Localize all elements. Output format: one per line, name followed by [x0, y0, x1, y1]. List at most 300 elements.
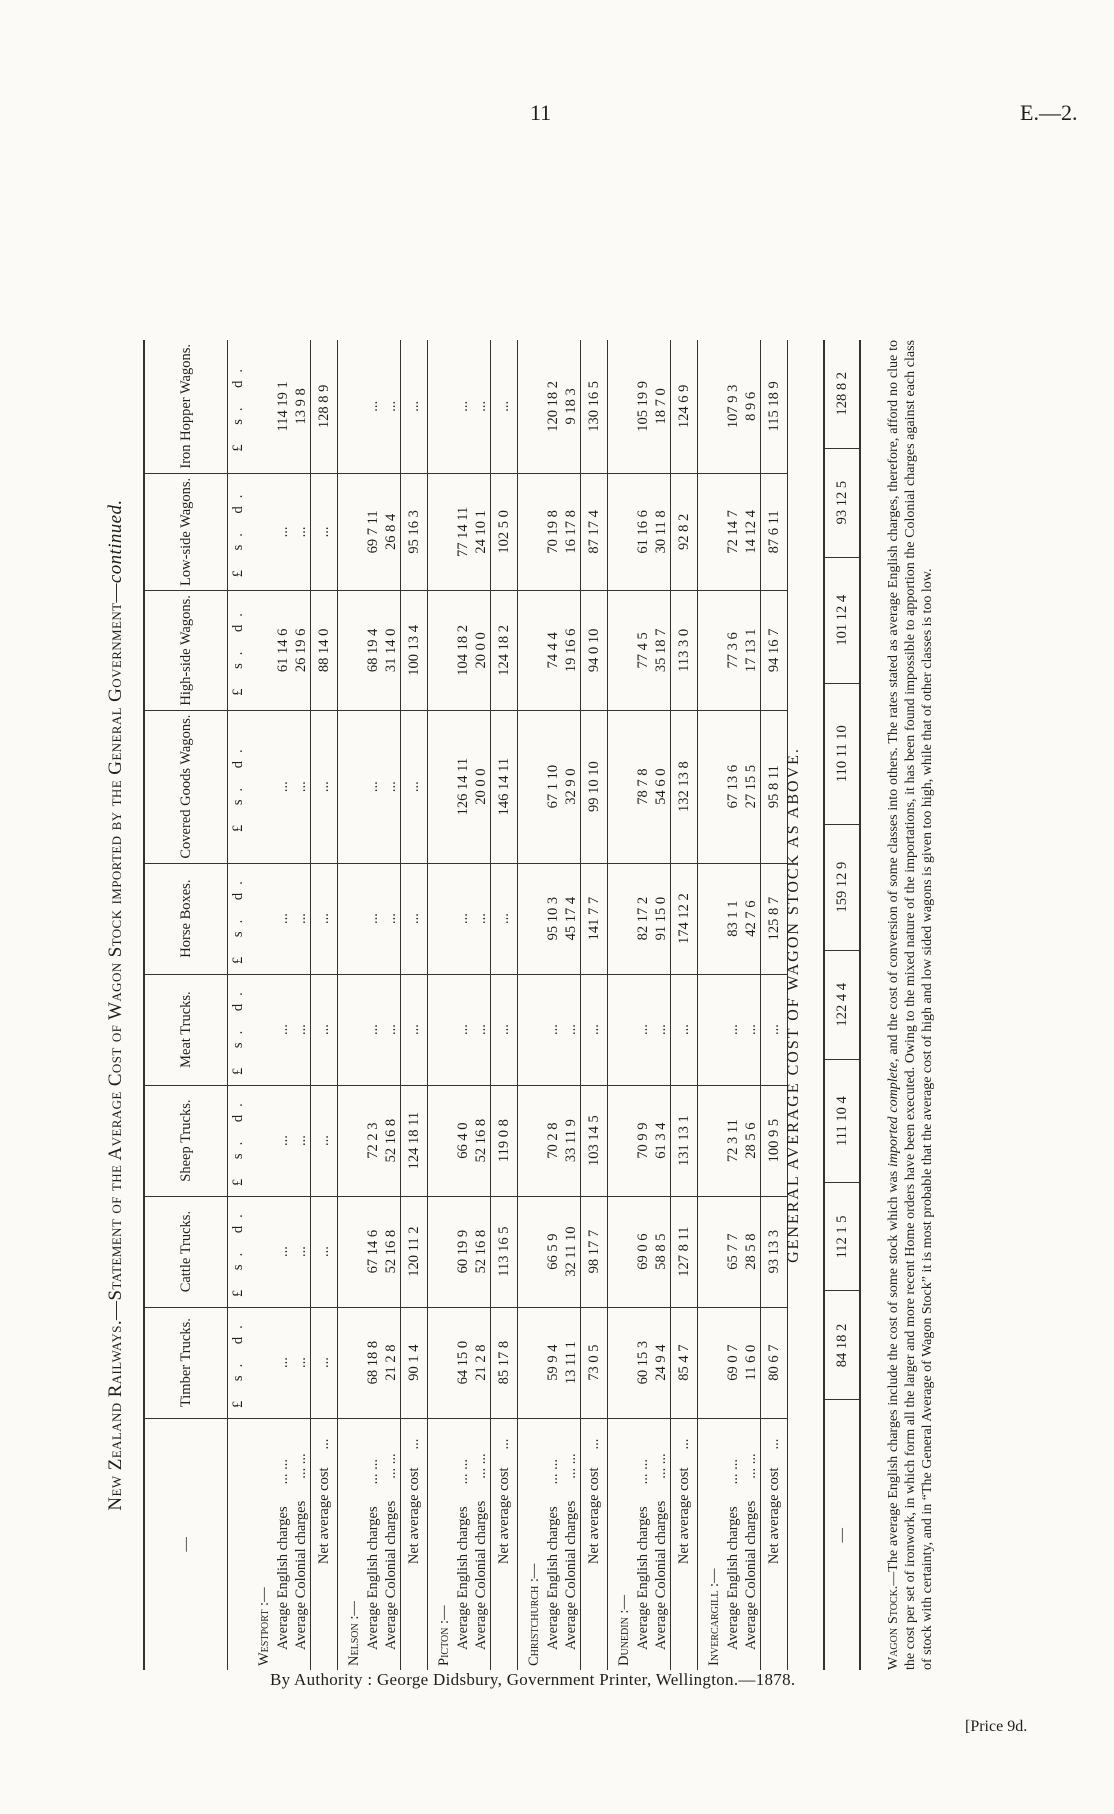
value-cell: ... — [274, 1307, 292, 1418]
row-label — [454, 1418, 472, 1670]
units-cell: £ s. d. — [228, 591, 249, 711]
empty-cell — [338, 473, 365, 590]
net-label-text: Net average cost — [765, 1467, 782, 1565]
value-cell: 67 1 10 — [544, 710, 562, 863]
value-cell: 61 16 6 — [634, 473, 652, 590]
cost-table — [143, 340, 788, 1670]
empty-cell — [338, 591, 365, 711]
net-value-cell: ... — [311, 1307, 338, 1418]
net-label-dots: ... — [585, 1438, 602, 1450]
value-cell: ... — [472, 974, 491, 1085]
net-value-cell: 174 12 2 — [671, 863, 698, 974]
value-cell: 60 19 9 — [454, 1196, 472, 1307]
empty-cell — [428, 591, 455, 711]
value-cell: 45 17 4 — [562, 863, 581, 974]
value-cell: 65 7 7 — [724, 1196, 742, 1307]
value-cell: 69 7 11 — [364, 473, 382, 590]
value-cell: ... — [274, 710, 292, 863]
net-value-cell: ... — [491, 974, 518, 1085]
value-cell: ... — [454, 974, 472, 1085]
row-label-text: Average English charges — [634, 1506, 651, 1650]
col-header: Iron Hopper Wagons. — [144, 340, 228, 473]
row-label-text: Average English charges — [724, 1506, 741, 1650]
value-cell: 120 18 2 — [544, 340, 562, 473]
empty-cell — [338, 340, 365, 473]
value-cell: ... — [454, 863, 472, 974]
units-cell: £ s. d. — [228, 710, 249, 863]
table-row — [742, 340, 761, 1670]
value-cell: 61 14 6 — [274, 591, 292, 711]
value-cell: ... — [472, 863, 491, 974]
empty-cell — [608, 1085, 635, 1196]
empty-cell — [428, 473, 455, 590]
row-label — [652, 1418, 671, 1670]
value-cell: ... — [292, 473, 311, 590]
empty-cell — [248, 591, 274, 711]
net-row — [671, 340, 698, 1670]
net-label-text: Net average cost — [495, 1467, 512, 1565]
value-cell: 58 8 5 — [652, 1196, 671, 1307]
summary-value: 112 1 5 — [824, 1183, 860, 1291]
value-cell: 19 16 6 — [562, 591, 581, 711]
row-label-dots: ... ... — [472, 1453, 489, 1479]
net-value-cell: 141 7 7 — [581, 863, 608, 974]
net-label-dots: ... — [495, 1438, 512, 1450]
row-label-dots: ... ... — [544, 1459, 561, 1485]
empty-cell — [608, 710, 635, 863]
value-cell: 17 13 1 — [742, 591, 761, 711]
value-cell: 28 5 6 — [742, 1085, 761, 1196]
units-cell: £ s. d. — [228, 1196, 249, 1307]
table-row — [274, 340, 292, 1670]
footnote-emphasis: imported complete — [886, 1062, 901, 1167]
value-cell: 68 18 8 — [364, 1307, 382, 1418]
value-cell: 61 3 4 — [652, 1085, 671, 1196]
value-cell: 69 0 6 — [634, 1196, 652, 1307]
empty-cell — [338, 1307, 365, 1418]
value-cell: 77 4 5 — [634, 591, 652, 711]
units-cell: £ s. d. — [228, 340, 249, 473]
empty-cell — [518, 340, 545, 473]
value-cell: 13 11 1 — [562, 1307, 581, 1418]
row-label — [562, 1418, 581, 1670]
value-cell: ... — [292, 863, 311, 974]
empty-cell — [698, 974, 725, 1085]
value-cell: ... — [382, 863, 401, 974]
value-cell: 52 16 8 — [382, 1085, 401, 1196]
value-cell: ... — [742, 974, 761, 1085]
value-cell: ... — [724, 974, 742, 1085]
empty-cell — [338, 974, 365, 1085]
rotated-table-block — [95, 340, 1005, 1670]
col-header: Sheep Trucks. — [144, 1085, 228, 1196]
net-value-cell: 119 0 8 — [491, 1085, 518, 1196]
net-row — [581, 340, 608, 1670]
empty-cell — [428, 974, 455, 1085]
net-label — [401, 1418, 428, 1670]
group-name: Invercargill :— — [705, 1568, 722, 1666]
empty-cell — [608, 1307, 635, 1418]
value-cell: ... — [562, 974, 581, 1085]
value-cell: 26 8 4 — [382, 473, 401, 590]
row-label-dots: ... ... — [742, 1453, 759, 1479]
empty-cell — [428, 1085, 455, 1196]
value-cell: ... — [274, 863, 292, 974]
empty-cell — [518, 710, 545, 863]
net-value-cell: 100 13 4 — [401, 591, 428, 711]
empty-cell — [248, 340, 274, 473]
col-header: Cattle Trucks. — [144, 1196, 228, 1307]
summary-value: 101 12 4 — [824, 557, 860, 683]
page-code: E.—2. — [1020, 100, 1078, 125]
group-row — [698, 340, 725, 1670]
net-value-cell: 102 5 0 — [491, 473, 518, 590]
title-continued: continued. — [105, 499, 126, 584]
value-cell: ... — [292, 710, 311, 863]
empty-cell — [248, 863, 274, 974]
empty-cell — [518, 591, 545, 711]
empty-cell — [698, 1196, 725, 1307]
footnote-text-a: —The average English charges include the cost of some stock which was — [886, 1167, 901, 1586]
value-cell: 52 16 8 — [472, 1196, 491, 1307]
summary-title: GENERAL AVERAGE COST OF WAGON STOCK AS ABOVE. — [785, 747, 802, 1263]
empty-cell — [248, 710, 274, 863]
row-label-text: Average Colonial charges — [562, 1500, 579, 1650]
net-value-cell: ... — [491, 863, 518, 974]
empty-cell — [608, 473, 635, 590]
net-label-dots: ... — [405, 1438, 422, 1450]
empty-cell — [428, 1196, 455, 1307]
value-cell: 70 9 9 — [634, 1085, 652, 1196]
value-cell: ... — [292, 974, 311, 1085]
table-row — [292, 340, 311, 1670]
row-label — [382, 1418, 401, 1670]
summary-value: 110 11 10 — [824, 683, 860, 824]
header-row — [144, 340, 228, 1670]
group-name: Dunedin :— — [615, 1595, 632, 1666]
value-cell: ... — [364, 863, 382, 974]
net-value-cell: 93 13 3 — [761, 1196, 788, 1307]
net-value-cell: 124 6 9 — [671, 340, 698, 473]
net-value-cell: 113 3 0 — [671, 591, 698, 711]
net-value-cell: 90 1 4 — [401, 1307, 428, 1418]
net-value-cell: 128 8 9 — [311, 340, 338, 473]
group-row — [338, 340, 365, 1670]
value-cell: 69 0 7 — [724, 1307, 742, 1418]
table-row — [634, 340, 652, 1670]
value-cell: 30 11 8 — [652, 473, 671, 590]
value-cell: 8 9 6 — [742, 340, 761, 473]
net-value-cell: ... — [671, 974, 698, 1085]
value-cell: 24 9 4 — [652, 1307, 671, 1418]
net-value-cell: 73 0 5 — [581, 1307, 608, 1418]
net-label-dots: ... — [765, 1438, 782, 1450]
net-value-cell: 100 9 5 — [761, 1085, 788, 1196]
value-cell: ... — [364, 340, 382, 473]
net-value-cell: ... — [311, 974, 338, 1085]
value-cell: 72 2 3 — [364, 1085, 382, 1196]
group-name: Christchurch :— — [525, 1563, 542, 1666]
summary-table — [823, 340, 861, 1670]
row-label-dots: ... ... — [652, 1453, 669, 1479]
empty-cell — [608, 591, 635, 711]
row-label-text: Average Colonial charges — [382, 1500, 399, 1650]
footer-authority: By Authority : George Didsbury, Government Printer, Wellington.—1878. — [270, 1670, 796, 1689]
value-cell: 91 15 0 — [652, 863, 671, 974]
empty-cell — [428, 710, 455, 863]
empty-cell — [248, 1196, 274, 1307]
net-label-text: Net average cost — [585, 1467, 602, 1565]
net-value-cell: 120 11 2 — [401, 1196, 428, 1307]
empty-cell — [518, 1085, 545, 1196]
value-cell: 66 4 0 — [454, 1085, 472, 1196]
value-cell: 13 9 8 — [292, 340, 311, 473]
value-cell: 95 10 3 — [544, 863, 562, 974]
empty-cell — [428, 340, 455, 473]
value-cell: 9 18 3 — [562, 340, 581, 473]
net-value-cell: ... — [491, 340, 518, 473]
empty-cell — [608, 1196, 635, 1307]
footnote-lead: Wagon Stock. — [886, 1585, 901, 1670]
footer-price: [Price 9d. — [965, 1718, 1028, 1735]
net-value-cell: 124 18 2 — [491, 591, 518, 711]
value-cell: ... — [292, 1085, 311, 1196]
units-cell: £ s. d. — [228, 1085, 249, 1196]
row-label-text: Average Colonial charges — [652, 1500, 669, 1650]
col-header: Horse Boxes. — [144, 863, 228, 974]
net-value-cell: ... — [581, 974, 608, 1085]
net-value-cell: 131 13 1 — [671, 1085, 698, 1196]
empty-cell — [338, 863, 365, 974]
empty-cell — [608, 974, 635, 1085]
value-cell: 26 19 6 — [292, 591, 311, 711]
net-value-cell: 92 8 2 — [671, 473, 698, 590]
group-name: Nelson :— — [345, 1601, 362, 1666]
net-value-cell: 94 0 10 — [581, 591, 608, 711]
value-cell: 66 5 9 — [544, 1196, 562, 1307]
value-cell: 27 15 5 — [742, 710, 761, 863]
value-cell: ... — [454, 340, 472, 473]
value-cell: 52 16 8 — [472, 1085, 491, 1196]
net-label — [671, 1418, 698, 1670]
footnote-text-b: , and the cost of conversion of some classes into others. The rates stated as average English charges, therefore, afford no clue to the cost per set of ironwork, in which form all the larger and more recent Home orders have been executed. Owing to the mixed nature of the importations, it has been found impossible to apportion the Colonial charges against each class of stock with certainty, and in “The General Average of Wagon Stock” it is most probable that the average cost of high and low sided wagons is given too high, while that of other classes is too low. — [886, 340, 935, 1670]
value-cell: 77 14 11 — [454, 473, 472, 590]
empty-cell — [248, 1307, 274, 1418]
summary-row — [824, 340, 860, 1670]
net-value-cell: ... — [311, 473, 338, 590]
value-cell: 67 14 6 — [364, 1196, 382, 1307]
col-header: High-side Wagons. — [144, 591, 228, 711]
row-label — [274, 1418, 292, 1670]
summary-value: 128 8 2 — [824, 340, 860, 448]
empty-cell — [428, 863, 455, 974]
value-cell: 18 7 0 — [652, 340, 671, 473]
table-row — [454, 340, 472, 1670]
table-row — [364, 340, 382, 1670]
net-value-cell: 113 16 5 — [491, 1196, 518, 1307]
value-cell: ... — [274, 473, 292, 590]
net-value-cell: 85 4 7 — [671, 1307, 698, 1418]
units-cell: £ s. d. — [228, 863, 249, 974]
page-title — [105, 340, 127, 1670]
table-body — [228, 340, 788, 1670]
empty-cell — [338, 1196, 365, 1307]
header-dash: — — [144, 1418, 228, 1670]
net-value-cell: 127 8 11 — [671, 1196, 698, 1307]
net-value-cell: 130 16 5 — [581, 340, 608, 473]
group-name: Westport :— — [255, 1587, 272, 1666]
table-row — [472, 340, 491, 1670]
value-cell: ... — [634, 974, 652, 1085]
value-cell: 114 19 1 — [274, 340, 292, 473]
net-value-cell: 94 16 7 — [761, 591, 788, 711]
net-value-cell: 103 14 5 — [581, 1085, 608, 1196]
summary-value: 159 12 9 — [824, 824, 860, 950]
empty-cell — [698, 863, 725, 974]
value-cell: 16 17 8 — [562, 473, 581, 590]
value-cell: ... — [292, 1196, 311, 1307]
empty-cell — [428, 1307, 455, 1418]
value-cell: 32 9 0 — [562, 710, 581, 863]
net-value-cell: 95 8 11 — [761, 710, 788, 863]
net-label — [311, 1418, 338, 1670]
empty-cell — [248, 473, 274, 590]
empty-cell — [248, 974, 274, 1085]
value-cell: 20 0 0 — [472, 710, 491, 863]
row-label-dots: ... ... — [382, 1453, 399, 1479]
net-value-cell: 125 8 7 — [761, 863, 788, 974]
row-label-text: Average English charges — [364, 1506, 381, 1650]
value-cell: 126 14 11 — [454, 710, 472, 863]
net-value-cell: 80 6 7 — [761, 1307, 788, 1418]
value-cell: 68 19 4 — [364, 591, 382, 711]
net-value-cell: ... — [311, 710, 338, 863]
table-row — [724, 340, 742, 1670]
table-row — [562, 340, 581, 1670]
value-cell: ... — [364, 974, 382, 1085]
value-cell: 105 19 9 — [634, 340, 652, 473]
net-value-cell: ... — [401, 710, 428, 863]
summary-dash: — — [824, 1400, 860, 1670]
row-label-text: Average English charges — [454, 1506, 471, 1650]
value-cell: ... — [274, 1085, 292, 1196]
value-cell: ... — [382, 340, 401, 473]
table-row — [382, 340, 401, 1670]
net-row — [401, 340, 428, 1670]
value-cell: ... — [472, 340, 491, 473]
net-value-cell: ... — [311, 863, 338, 974]
net-value-cell: 115 18 9 — [761, 340, 788, 473]
empty-cell — [698, 473, 725, 590]
row-label-text: Average Colonial charges — [472, 1500, 489, 1650]
value-cell: 60 15 3 — [634, 1307, 652, 1418]
net-value-cell: 124 18 11 — [401, 1085, 428, 1196]
row-label-text: Average Colonial charges — [742, 1500, 759, 1650]
group-row — [248, 340, 274, 1670]
footnote — [885, 340, 936, 1670]
empty-cell — [338, 1085, 365, 1196]
row-label — [364, 1418, 382, 1670]
col-header: Covered Goods Wagons. — [144, 710, 228, 863]
row-label-text: Average English charges — [544, 1506, 561, 1650]
net-value-cell: 95 16 3 — [401, 473, 428, 590]
row-label — [544, 1418, 562, 1670]
col-header: Low-side Wagons. — [144, 473, 228, 590]
value-cell: 14 12 4 — [742, 473, 761, 590]
group-row — [518, 340, 545, 1670]
value-cell: 74 4 4 — [544, 591, 562, 711]
value-cell: 59 9 4 — [544, 1307, 562, 1418]
empty-cell — [698, 710, 725, 863]
empty-cell — [698, 1307, 725, 1418]
net-label — [491, 1418, 518, 1670]
value-cell: 72 14 7 — [724, 473, 742, 590]
empty-cell — [698, 340, 725, 473]
value-cell: ... — [274, 1196, 292, 1307]
net-value-cell: 88 14 0 — [311, 591, 338, 711]
table-row — [544, 340, 562, 1670]
net-value-cell: 146 14 11 — [491, 710, 518, 863]
empty-cell — [248, 1085, 274, 1196]
group-row — [428, 340, 455, 1670]
net-label-dots: ... — [315, 1438, 332, 1450]
value-cell: 11 6 0 — [742, 1307, 761, 1418]
value-cell: ... — [274, 974, 292, 1085]
value-cell: 33 11 9 — [562, 1085, 581, 1196]
value-cell: 78 7 8 — [634, 710, 652, 863]
value-cell: 70 2 8 — [544, 1085, 562, 1196]
summary-value: 122 4 4 — [824, 950, 860, 1059]
value-cell: 24 10 1 — [472, 473, 491, 590]
empty-cell — [518, 473, 545, 590]
col-header: Meat Trucks. — [144, 974, 228, 1085]
empty-cell — [698, 1085, 725, 1196]
value-cell: 64 15 0 — [454, 1307, 472, 1418]
net-label-dots: ... — [675, 1438, 692, 1450]
row-label-dots: ... ... — [292, 1453, 309, 1479]
summary-value: 93 12 5 — [824, 448, 860, 557]
value-cell: ... — [382, 710, 401, 863]
summary-value: 111 10 4 — [824, 1059, 860, 1183]
net-value-cell: ... — [401, 974, 428, 1085]
col-header: Timber Trucks. — [144, 1307, 228, 1418]
row-label-dots: ... ... — [562, 1453, 579, 1479]
value-cell: 35 18 7 — [652, 591, 671, 711]
value-cell: 83 1 1 — [724, 863, 742, 974]
value-cell: 70 19 8 — [544, 473, 562, 590]
row-label — [472, 1418, 491, 1670]
row-label-dots: ... ... — [274, 1459, 291, 1485]
table-row — [652, 340, 671, 1670]
row-label-text: Average Colonial charges — [292, 1500, 309, 1650]
value-cell: 67 13 6 — [724, 710, 742, 863]
value-cell: 32 11 10 — [562, 1196, 581, 1307]
value-cell: 54 6 0 — [652, 710, 671, 863]
value-cell: 21 2 8 — [472, 1307, 491, 1418]
value-cell: ... — [364, 710, 382, 863]
value-cell: 42 7 6 — [742, 863, 761, 974]
row-label-dots: ... ... — [724, 1459, 741, 1485]
net-label — [761, 1418, 788, 1670]
net-label-text: Net average cost — [315, 1467, 332, 1565]
empty-cell — [608, 340, 635, 473]
value-cell: 21 2 8 — [382, 1307, 401, 1418]
row-label-dots: ... ... — [364, 1459, 381, 1485]
units-cell: £ s. d. — [228, 473, 249, 590]
value-cell: 31 14 0 — [382, 591, 401, 711]
units-cell: £ s. d. — [228, 1307, 249, 1418]
summary-value: 84 18 2 — [824, 1291, 860, 1400]
